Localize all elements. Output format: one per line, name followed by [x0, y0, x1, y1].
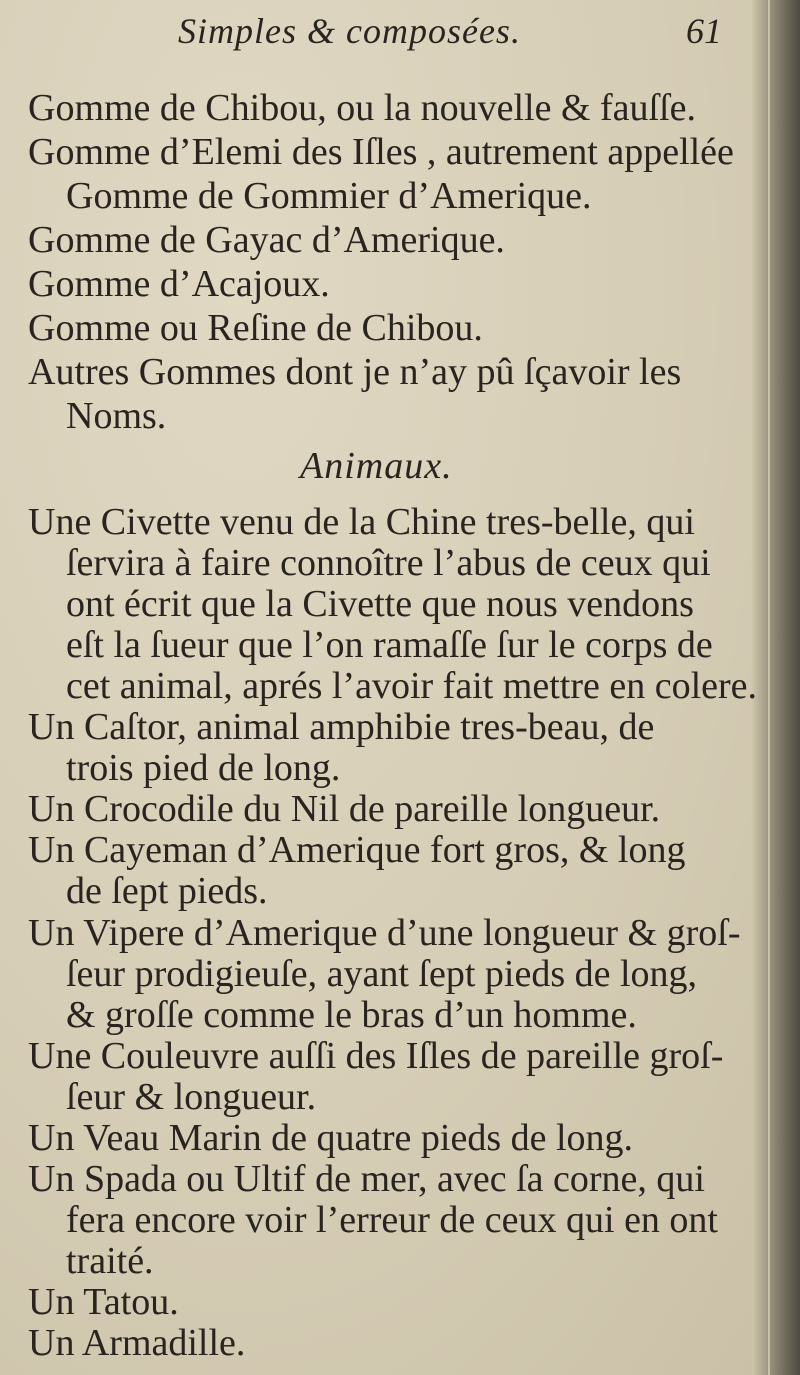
list-item: ſeur & longueur.: [66, 1075, 317, 1118]
page-number: 61: [686, 11, 722, 51]
list-item: Une Civette venu de la Chine tres-belle, qui: [28, 501, 695, 543]
list-item: Un Crocodile du Nil de pareille longueur.: [28, 788, 661, 831]
page-header: [0, 0, 760, 64]
list-item: Un Veau Marin de quatre pieds de long.: [28, 1116, 634, 1159]
list-item: Un Vipere d’Amerique d’une longueur & groſ-: [28, 911, 741, 954]
page-edge-highlight: [768, 0, 770, 1375]
list-item: Gomme de Chibou, ou la nouvelle & fauſſe.: [28, 87, 697, 129]
list-item: Noms.: [66, 395, 167, 437]
list-item: Un Spada ou Ultif de mer, avec ſa corne, qui: [28, 1157, 705, 1200]
list-item: ſeur prodigieuſe, ayant ſept pieds de long,: [66, 952, 698, 995]
list-item: Une Couleuvre auſſi des Iſles de pareille groſ-: [28, 1034, 724, 1077]
list-item: ont écrit que la Civette que nous vendons: [66, 583, 694, 626]
list-item: trois pied de long.: [66, 747, 341, 790]
list-item: Autres Gommes dont je n’ay pû ſçavoir les: [28, 351, 682, 393]
list-item: ſervira à faire connoître l’abus de ceux qui: [66, 542, 711, 585]
list-item: traité.: [66, 1239, 154, 1282]
list-item: Gomme d’Acajoux.: [28, 263, 330, 305]
list-item: eſt la ſueur que l’on ramaſſe ſur le corps de: [66, 624, 713, 667]
list-item: Gomme d’Elemi des Iſles , autrement appellée: [28, 131, 734, 173]
list-item: Gomme ou Reſine de Chibou.: [28, 307, 483, 349]
list-item: Un Caſtor, animal amphibie tres-beau, de: [28, 706, 655, 749]
list-item: Un Tatou.: [28, 1280, 179, 1323]
list-item: cet animal, aprés l’avoir fait mettre en colere.: [66, 665, 758, 708]
running-head: Simples & composées.: [178, 11, 521, 51]
list-item: Gomme de Gommier d’Amerique.: [66, 175, 592, 217]
list-item: Un Cayeman d’Amerique fort gros, & long: [28, 829, 686, 872]
section-heading: Animaux.: [300, 445, 453, 487]
list-item: de ſept pieds.: [66, 870, 268, 913]
page-edge-shadow: [752, 0, 800, 1375]
list-item: fera encore voir l’erreur de ceux qui en ont: [66, 1198, 718, 1241]
list-item: Gomme de Gayac d’Amerique.: [28, 219, 505, 261]
list-item: & groſſe comme le bras d’un homme.: [66, 993, 637, 1036]
list-item: Un Armadille.: [28, 1322, 246, 1364]
